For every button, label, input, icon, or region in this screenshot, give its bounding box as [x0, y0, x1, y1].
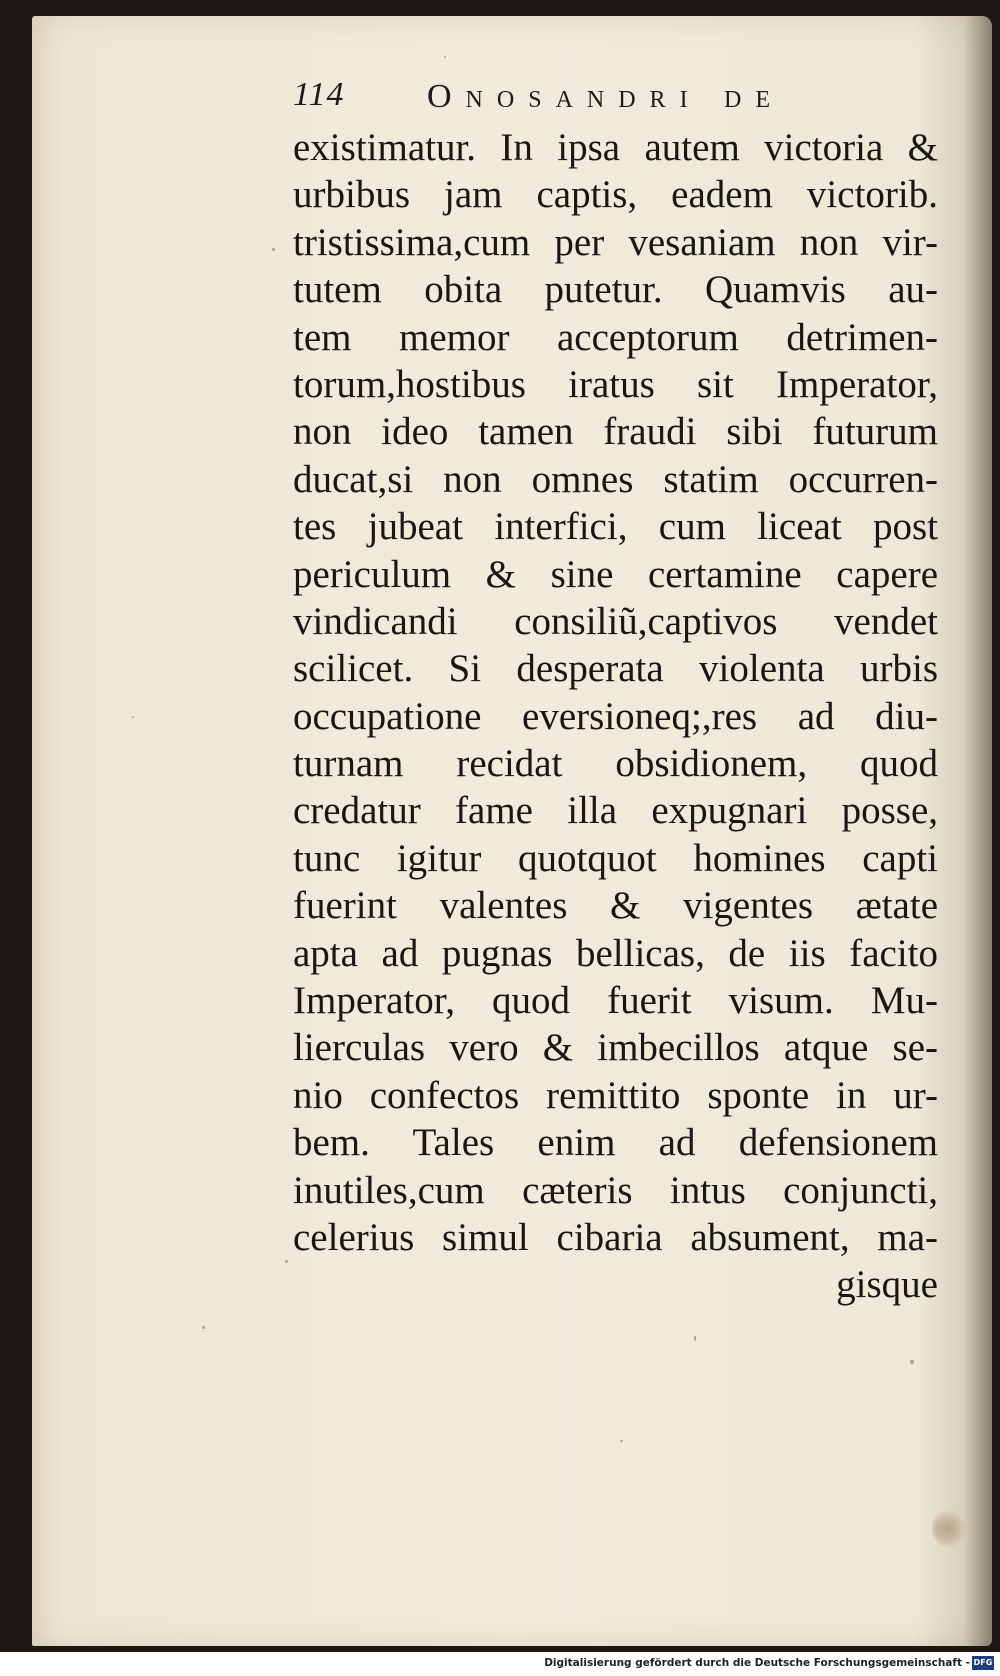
paper-speck — [285, 1260, 288, 1263]
page-header — [293, 76, 940, 126]
paper-speck — [694, 1336, 696, 1341]
text-line: bem. Tales enim ad defensionem — [293, 1121, 938, 1165]
text-line: credatur fame illa expugnari posse, — [293, 789, 938, 833]
dfg-logo: DFG — [972, 1656, 994, 1670]
text-line: scilicet. Si desperata violenta urbis — [293, 647, 938, 691]
text-line: urbibus jam captis, eadem victorib. — [293, 173, 938, 217]
text-line: existimatur. In ipsa autem victoria & — [293, 126, 938, 169]
paper-speck — [202, 1326, 205, 1329]
catchword: gisque — [836, 1263, 938, 1307]
text-line: Imperator, quod fuerit visum. Mu- — [293, 979, 938, 1023]
funding-credit: Digitalisierung gefördert durch die Deutsche Forschungsgemeinschaft - — [544, 1657, 970, 1669]
text-line: tutem obita putetur. Quamvis au- — [293, 268, 938, 312]
page-number: 114 — [293, 76, 345, 113]
text-line: periculum & sine certamine capere — [293, 552, 938, 596]
text-line: tunc igitur quotquot homines capti — [293, 836, 938, 880]
text-line: tes jubeat interfici, cum liceat post — [293, 505, 938, 549]
paper-speck — [272, 248, 275, 251]
footer-bar — [0, 1652, 1000, 1676]
running-head: Onosandri de — [427, 78, 785, 115]
text-line: turnam recidat obsidionem, quod — [293, 742, 938, 786]
text-line: inutiles,cum cæteris intus conjuncti, — [293, 1168, 938, 1212]
paper-speck — [620, 1440, 623, 1442]
text-line: nio confectos remittito sponte in ur- — [293, 1073, 938, 1117]
paper-speck — [444, 56, 446, 58]
text-line: tem memor acceptorum detrimen- — [293, 315, 938, 359]
text-line: apta ad pugnas bellicas, de iis facito — [293, 931, 938, 975]
text-line: vindicandi consiliũ,captivos vendet — [293, 599, 938, 643]
text-line: tristissima,cum per vesaniam non vir- — [293, 220, 938, 264]
paper-speck — [132, 716, 134, 718]
text-line: torum,hostibus iratus sit Imperator, — [293, 362, 938, 406]
text-line: celerius simul cibaria absument, ma- — [293, 1215, 938, 1259]
body-text — [293, 124, 938, 1309]
paper-stain — [932, 1510, 966, 1548]
text-line: ducat,si non omnes statim occurren- — [293, 457, 938, 501]
text-line: non ideo tamen fraudi sibi futurum — [293, 410, 938, 454]
text-line: fuerint valentes & vigentes ætate — [293, 884, 938, 928]
text-line: occupatione eversioneq;,res ad diu- — [293, 694, 938, 738]
paper-speck — [910, 1360, 914, 1364]
text-line: lierculas vero & imbecillos atque se- — [293, 1026, 938, 1070]
